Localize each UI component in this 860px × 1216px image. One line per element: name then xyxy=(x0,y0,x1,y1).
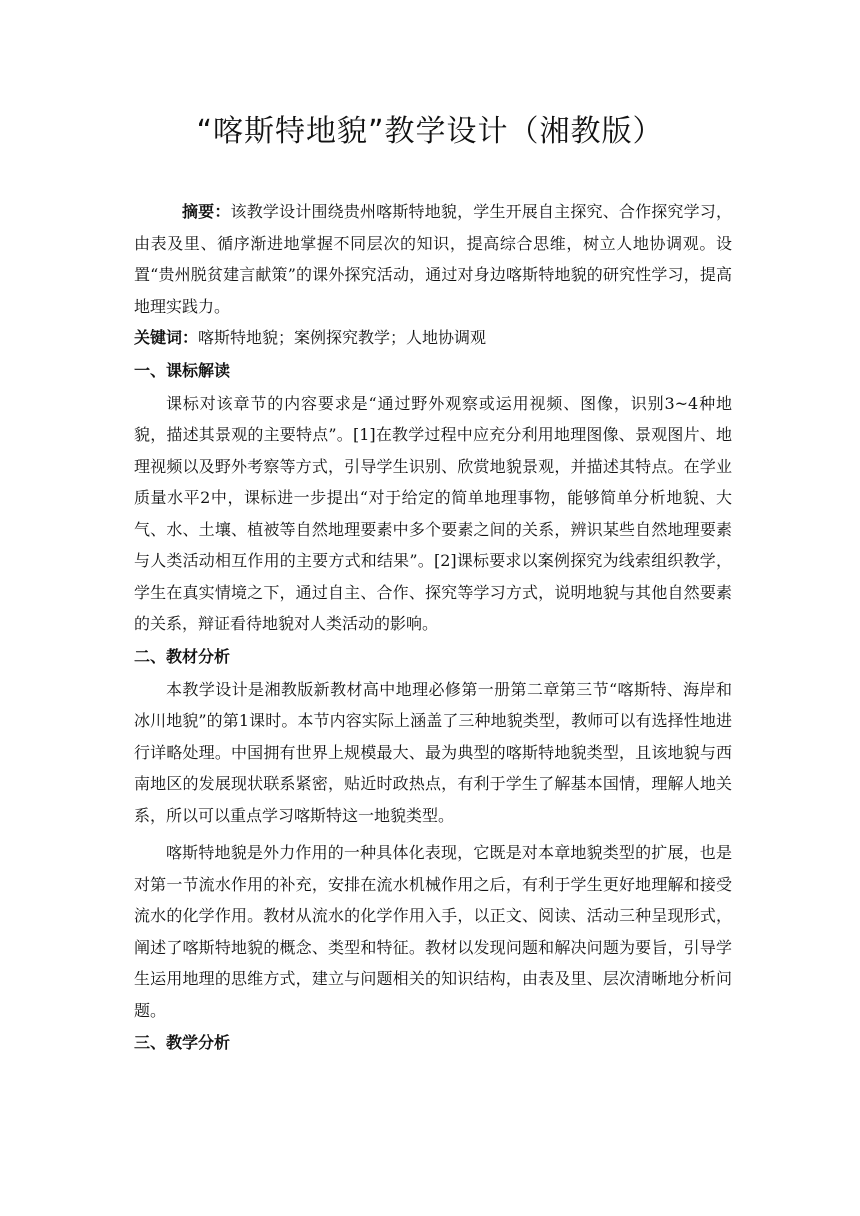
keywords-paragraph xyxy=(134,322,732,354)
section-heading-textbook: 二、教材分析 xyxy=(134,646,231,666)
textbook-paragraph-2: 喀斯特地貌是外力作用的一种具体化表现，它既是对本章地貌类型的扩展，也是对第一节流水作用的补充，安排在流水机械作用之后，有利于学生更好地理解和接受流水的化学作用。教材从流水的化学作用入手，以正文、阅读、活动三种呈现形式，阐述了喀斯特地貌的概念、类型和特征。教材以发现问题和解决问题为要旨，引导学生运用地理的思维方式，建立与问题相关的知识结构，由表及里、层次清晰地分析问题。 xyxy=(134,843,732,1020)
keywords-label: 关键词： xyxy=(134,328,199,347)
section-heading-curriculum: 一、课标解读 xyxy=(134,360,231,380)
section-heading-teaching: 三、教学分析 xyxy=(134,1033,231,1052)
document-body xyxy=(134,196,732,1060)
textbook-paragraph-1: 本教学设计是湘教版新教材高中地理必修第一册第二章第三节“喀斯特、海岸和冰川地貌”的第1课时。本节内容实际上涵盖了三种地貌类型，教师可以有选择性地进行详略处理。中国拥有世界上规模最大、最为典型的喀斯特地貌类型，且该地貌与西南地区的发展现状联系紧密，贴近时政热点，有利于学生了解基本国情，理解人地关系，所以可以重点学习喀斯特这一地貌类型。 xyxy=(134,679,732,825)
document-title: “喀斯特地貌”教学设计（湘教版） xyxy=(196,114,664,149)
abstract-label: 摘要： xyxy=(182,202,231,221)
keywords-text: 喀斯特地貌；案例探究教学；人地协调观 xyxy=(198,328,487,347)
abstract-paragraph xyxy=(134,196,732,322)
abstract-text: 该教学设计围绕贵州喀斯特地貌，学生开展自主探究、合作探究学习，由表及里、循序渐进地掌握不同层次的知识，提高综合思维，树立人地协调观。设置“贵州脱贫建言献策”的课外探究活动，通过对身边喀斯特地貌的研究性学习，提高地理实践力。 xyxy=(134,202,732,316)
curriculum-paragraph: 课标对该章节的内容要求是“通过野外观察或运用视频、图像，识别3~4种地貌，描述其景观的主要特点”。[1]在教学过程中应充分利用地理图像、景观图片、地理视频以及野外考察等方式，引导学生识别、欣赏地貌景观，并描述其特点。在学业质量水平2中，课标进一步提出“对于给定的简单地理事物，能够简单分析地貌、大气、水、土壤、植被等自然地理要素中多个要素之间的关系，辨识某些自然地理要素与人类活动相互作用的主要方式和结果”。[2]课标要求以案例探究为线索组织教学，学生在真实情境之下，通过自主、合作、探究等学习方式，说明地貌与其他自然要素的关系，辩证看待地貌对人类活动的影响。 xyxy=(134,393,732,633)
